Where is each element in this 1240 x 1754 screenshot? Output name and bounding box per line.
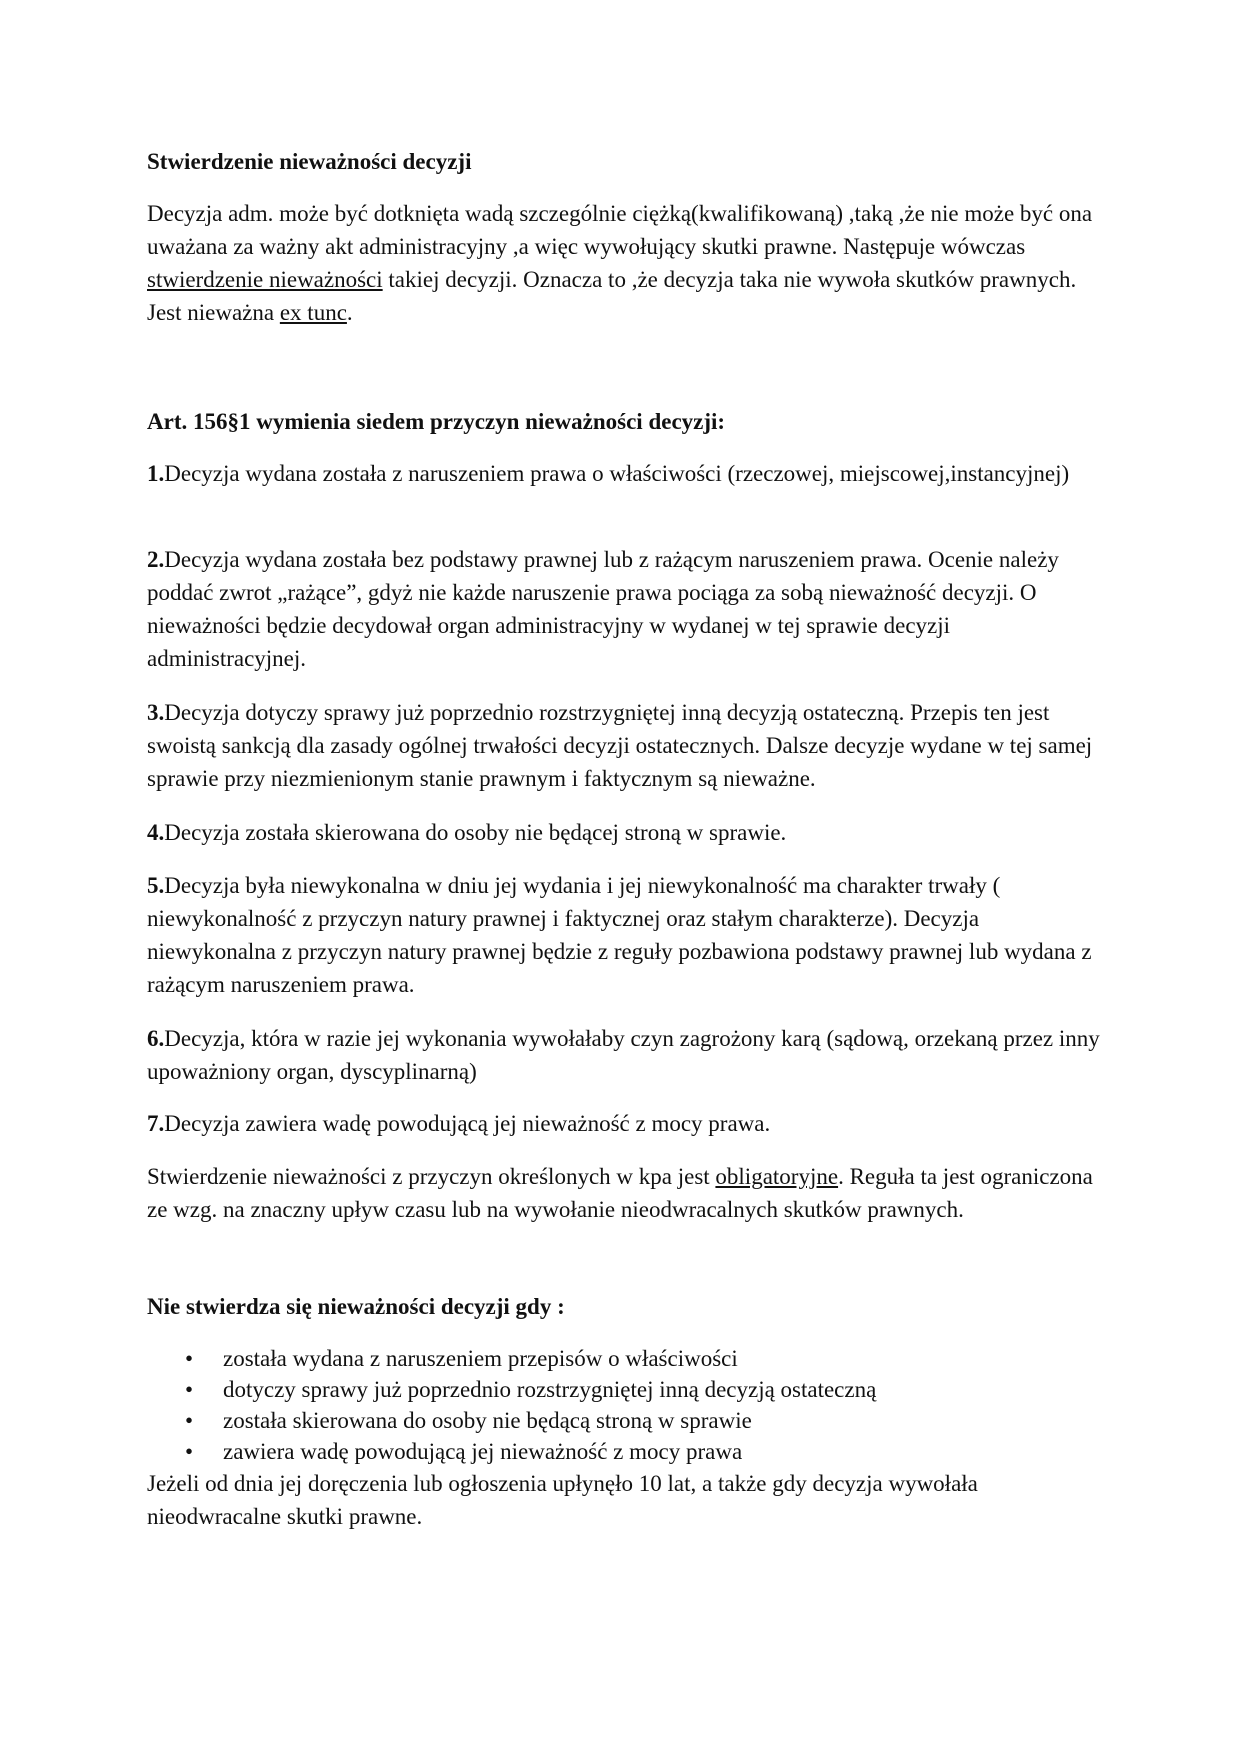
bullet-icon: •	[185, 1346, 194, 1371]
exception-text: dotyczy sprawy już poprzednio rozstrzygniętej inną decyzją ostateczną	[223, 1377, 877, 1402]
exception-text: zawiera wadę powodującą jej nieważność z mocy prawa	[223, 1439, 743, 1464]
item-number: 3.	[147, 700, 165, 725]
item-number: 6.	[147, 1026, 165, 1051]
item-text: Decyzja była niewykonalna w dniu jej wydania i jej niewykonalność ma charakter trwały ( niewykonalność z przyczyn natury prawnej i faktycznej oraz stałym charakterze). Decyzja niewykonalna z przyczyn natury prawnej będzie z reguły pozbawiona podstawy prawnej lub wydana z rażącym naruszeniem prawa.	[147, 873, 1092, 997]
list-item-6	[147, 1022, 1107, 1088]
obligatory-text-1: Stwierdzenie nieważności z przyczyn określonych w kpa jest	[147, 1164, 716, 1189]
item-text: Decyzja dotyczy sprawy już poprzednio rozstrzygniętej inną decyzją ostateczną. Przepis ten jest swoistą sankcją dla zasady ogólnej trwałości decyzji ostatecznych. Dalsze decyzje wydane w tej samej sprawie przy niezmienionym stanie prawnym i faktycznym są nieważne.	[147, 700, 1093, 791]
bullet-icon: •	[185, 1408, 194, 1433]
intro-text-3: .	[346, 300, 353, 325]
intro-text-1: Decyzja adm. może być dotknięta wadą szczególnie ciężką(kwalifikowaną) ,taką ,że nie może być ona uważana za ważny akt administracyjny ,a więc wywołujący skutki prawne. Następuje wówczas	[147, 201, 1093, 259]
exception-text: została wydana z naruszeniem przepisów o właściwości	[223, 1346, 738, 1371]
exceptions-list	[147, 1343, 1107, 1467]
list-item-4	[147, 816, 1107, 849]
exception-item	[147, 1343, 1107, 1374]
item-text: Decyzja została skierowana do osoby nie będącej stroną w sprawie.	[164, 820, 787, 845]
list-item-2	[147, 543, 1107, 675]
item-number: 1.	[147, 461, 165, 486]
list-item-3	[147, 696, 1107, 795]
list-item-5	[147, 869, 1107, 1001]
exception-item	[147, 1436, 1107, 1467]
link-stwierdzenie-niewaznosci[interactable]: stwierdzenie nieważności	[147, 267, 383, 292]
obligatory-text-2: . Reguła ta jest ograniczona ze wzg. na znaczny upływ czasu lub na wywołanie nieodwracalnych skutków prawnych.	[147, 1164, 1093, 1222]
item-number: 7.	[147, 1111, 165, 1136]
exception-item	[147, 1405, 1107, 1436]
intro-paragraph	[147, 197, 1107, 329]
bullet-icon: •	[185, 1377, 194, 1402]
document-title: Stwierdzenie nieważności decyzji	[147, 149, 472, 174]
exceptions-heading: Nie stwierdza się nieważności decyzji gdy :	[147, 1294, 565, 1319]
list-item-1	[147, 457, 1107, 490]
bullet-icon: •	[185, 1439, 194, 1464]
item-number: 2.	[147, 547, 165, 572]
intro-text-2: takiej decyzji. Oznacza to ,że decyzja taka nie wywoła skutków prawnych. Jest nieważna	[147, 267, 1077, 325]
item-text: Decyzja zawiera wadę powodującą jej nieważność z mocy prawa.	[164, 1111, 771, 1136]
item-text: Decyzja, która w razie jej wykonania wywołałaby czyn zagrożony karą (sądową, orzekaną przez inny upoważniony organ, dyscyplinarną)	[147, 1026, 1100, 1084]
link-obligatoryjne[interactable]: obligatoryjne	[715, 1164, 839, 1189]
item-text: Decyzja wydana została z naruszeniem prawa o właściwości (rzeczowej, miejscowej,instancyjnej)	[164, 461, 1070, 486]
item-text: Decyzja wydana została bez podstawy prawnej lub z rażącym naruszeniem prawa. Ocenie należy poddać zwrot „rażące”, gdyż nie każde naruszenie prawa pociąga za sobą nieważność decyzji. O nieważności będzie decydował organ administracyjny w wydanej w tej sprawie decyzji administracyjnej.	[147, 547, 1059, 671]
item-number: 4.	[147, 820, 165, 845]
closing-paragraph: Jeżeli od dnia jej doręczenia lub ogłoszenia upłynęło 10 lat, a także gdy decyzja wywołała nieodwracalne skutki prawne.	[147, 1471, 978, 1529]
link-ex-tunc[interactable]: ex tunc	[279, 300, 347, 325]
obligatory-paragraph	[147, 1160, 1107, 1226]
exception-item	[147, 1374, 1107, 1405]
list-item-7	[147, 1107, 1107, 1140]
item-number: 5.	[147, 873, 165, 898]
art-heading: Art. 156§1 wymienia siedem przyczyn nieważności decyzji:	[147, 409, 726, 434]
exception-text: została skierowana do osoby nie będącą stroną w sprawie	[223, 1408, 752, 1433]
